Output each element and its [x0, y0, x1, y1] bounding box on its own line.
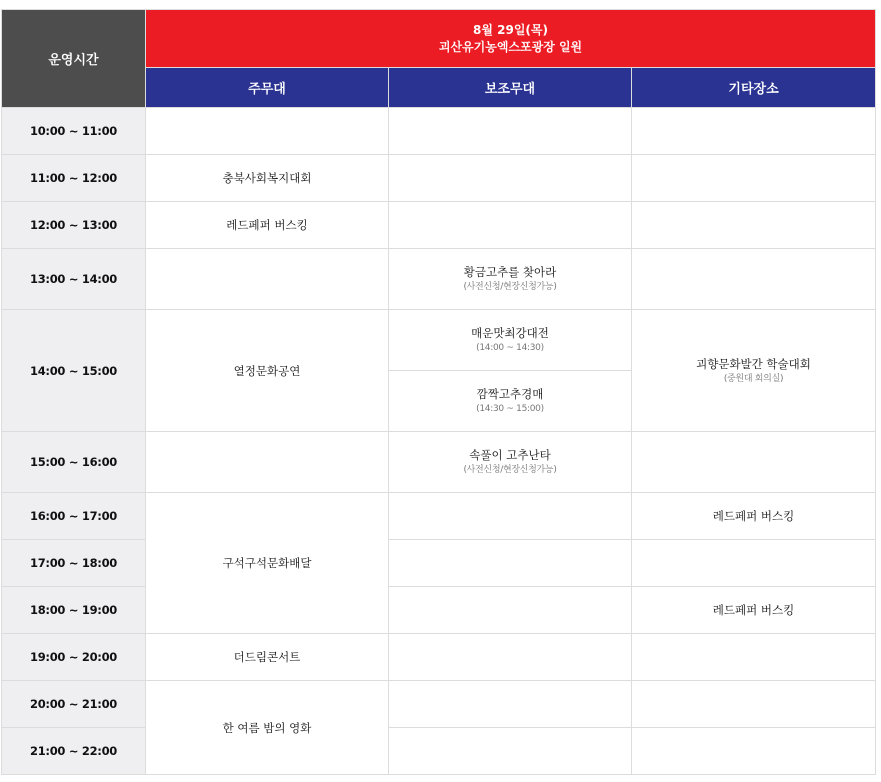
table-row — [2, 432, 876, 493]
event-cell — [146, 155, 389, 202]
table-row — [2, 155, 876, 202]
event-cell — [632, 310, 876, 432]
time-cell: 13:00 ~ 14:00 — [2, 249, 146, 310]
empty-cell — [389, 108, 632, 155]
empty-cell — [632, 155, 876, 202]
empty-cell — [632, 432, 876, 493]
empty-cell — [632, 108, 876, 155]
event-note: (사전신청/현장신청가능) — [463, 282, 557, 292]
event-note: (14:30 ~ 15:00) — [476, 404, 544, 414]
date-text: 8월 29일(목) — [473, 22, 548, 37]
event-cell — [632, 493, 876, 540]
event-cell — [389, 371, 632, 432]
event-cell — [146, 681, 389, 775]
time-cell: 16:00 ~ 17:00 — [2, 493, 146, 540]
event-note: (중원대 회의실) — [723, 373, 784, 384]
table-row — [2, 202, 876, 249]
empty-cell — [146, 432, 389, 493]
event-title: 레드페퍼 버스킹 — [712, 509, 795, 523]
table-row — [2, 310, 876, 371]
event-title: 매운맛최강대전 — [471, 326, 549, 340]
time-cell: 15:00 ~ 16:00 — [2, 432, 146, 493]
time-cell: 21:00 ~ 22:00 — [2, 728, 146, 775]
location-text: 괴산유기농엑스포광장 일원 — [438, 39, 583, 54]
table-row — [2, 728, 876, 775]
empty-cell — [389, 155, 632, 202]
empty-cell — [389, 540, 632, 587]
event-title: 더드림콘서트 — [233, 650, 301, 664]
time-cell: 18:00 ~ 19:00 — [2, 587, 146, 634]
empty-cell — [632, 202, 876, 249]
event-cell — [389, 432, 632, 493]
time-cell: 14:00 ~ 15:00 — [2, 310, 146, 432]
empty-cell — [632, 249, 876, 310]
event-title: 구석구석문화배달 — [222, 556, 312, 570]
empty-cell — [632, 634, 876, 681]
event-cell — [146, 202, 389, 249]
empty-cell — [146, 108, 389, 155]
empty-cell — [389, 587, 632, 634]
time-cell: 12:00 ~ 13:00 — [2, 202, 146, 249]
date-header — [146, 10, 876, 68]
table-row — [2, 108, 876, 155]
empty-cell — [632, 728, 876, 775]
empty-cell — [632, 540, 876, 587]
event-title: 레드페퍼 버스킹 — [712, 603, 795, 617]
time-cell: 19:00 ~ 20:00 — [2, 634, 146, 681]
table-row — [2, 587, 876, 634]
table-row — [2, 634, 876, 681]
empty-cell — [146, 249, 389, 310]
event-title: 괴향문화발간 학술대회 — [696, 356, 811, 371]
event-cell — [146, 493, 389, 634]
time-cell: 10:00 ~ 11:00 — [2, 108, 146, 155]
empty-cell — [389, 634, 632, 681]
venue-header-other: 기타장소 — [632, 68, 876, 108]
table-row — [2, 540, 876, 587]
event-title: 깜짝고추경매 — [476, 387, 544, 401]
event-note: (사전신청/현장신청가능) — [463, 465, 557, 475]
table-row — [2, 681, 876, 728]
event-cell — [632, 587, 876, 634]
time-cell: 11:00 ~ 12:00 — [2, 155, 146, 202]
event-title: 충북사회복지대회 — [222, 171, 312, 185]
schedule-table — [1, 9, 876, 775]
event-cell — [389, 310, 632, 371]
table-row — [2, 493, 876, 540]
event-note: (14:00 ~ 14:30) — [476, 343, 544, 353]
empty-cell — [389, 493, 632, 540]
table-row — [2, 249, 876, 310]
event-cell — [146, 634, 389, 681]
venue-header-main-stage: 주무대 — [146, 68, 389, 108]
event-cell — [146, 310, 389, 432]
event-title: 레드페퍼 버스킹 — [226, 218, 308, 232]
time-cell: 17:00 ~ 18:00 — [2, 540, 146, 587]
empty-cell — [389, 681, 632, 728]
event-title: 열정문화공연 — [233, 363, 301, 378]
empty-cell — [632, 681, 876, 728]
event-title: 황금고추를 찾아라 — [463, 265, 557, 279]
event-cell — [389, 249, 632, 310]
empty-cell — [389, 728, 632, 775]
event-title: 한 여름 밤의 영화 — [222, 720, 312, 735]
time-column-header: 운영시간 — [2, 10, 146, 108]
empty-cell — [389, 202, 632, 249]
event-title: 속풀이 고추난타 — [469, 448, 551, 462]
venue-header-sub-stage: 보조무대 — [389, 68, 632, 108]
time-cell: 20:00 ~ 21:00 — [2, 681, 146, 728]
